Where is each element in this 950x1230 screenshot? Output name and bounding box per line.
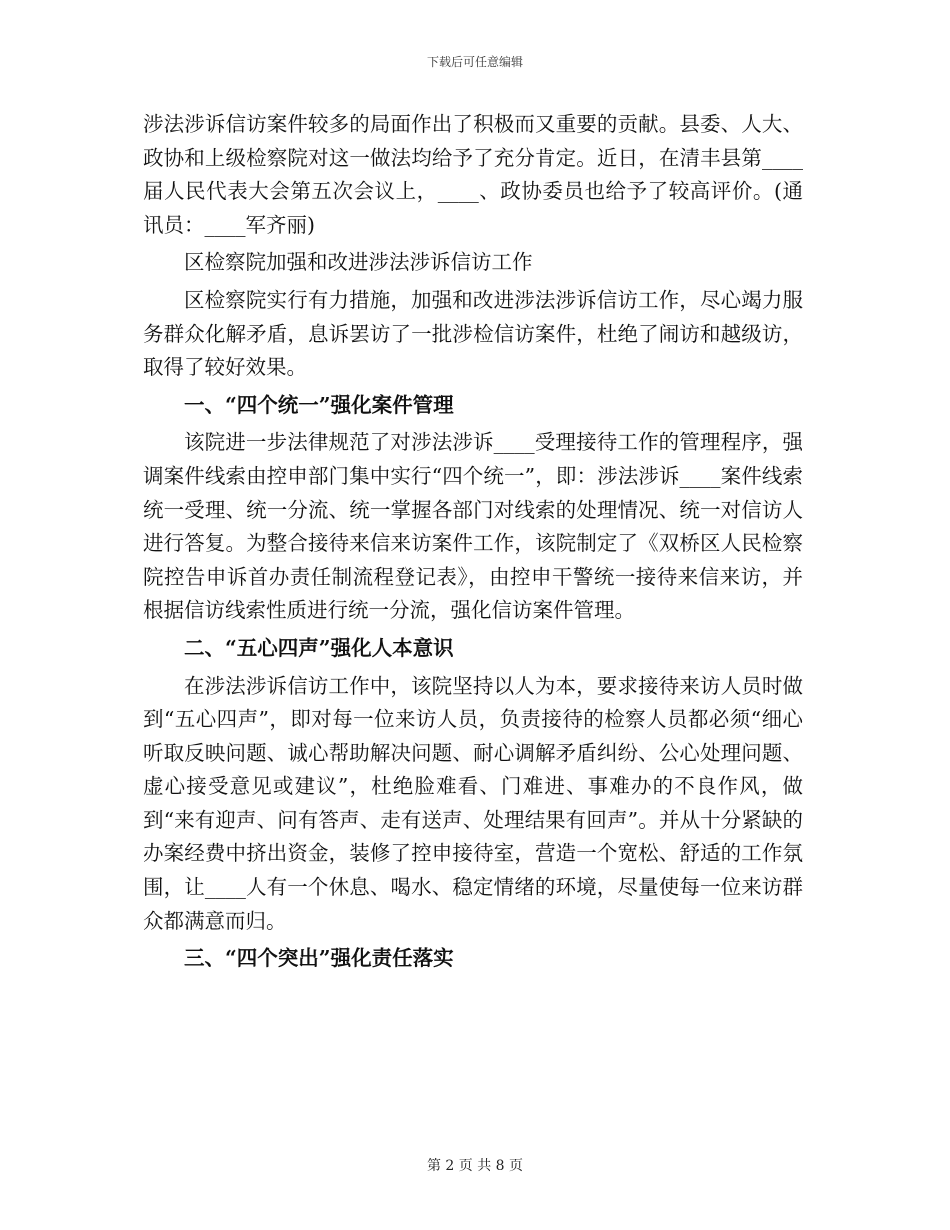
article-title: 区检察院加强和改进涉法涉诉信访工作 xyxy=(184,250,533,275)
section-heading-2: 二、“五心四声”强化人本意识 xyxy=(184,635,454,660)
paragraph-section-2: 在涉法涉诉信访工作中，该院坚持以人为本，要求接待来访人员时做到“五心四声”，即对每一位来访人员，负责接待的检察人员都必须“细心听取反映问题、诚心帮助解决问题、耐心调解矛盾纠纷、公心处理问题、虚心接受意见或建议”，杜绝脸难看、门难进、事难办的不良作风，做到“来有迎声、问有答声、走有送声、处理结果有回声”。并从十分紧缺的办案经费中挤出资金，装修了控申接待室，营造一个宽松、舒适的工作氛围，让____人有一个休息、喝水、稳定情绪的环境，尽量使每一位来访群众都满意而归。 xyxy=(143,673,803,933)
document-body xyxy=(143,108,803,980)
paragraph-continuation: 涉法涉诉信访案件较多的局面作出了积极而又重要的贡献。县委、人大、政协和上级检察院对这一做法均给予了充分肯定。近日，在清丰县第____届人民代表大会第五次会议上，____、政协委员也给予了较高评价。(通讯员：____军齐丽) xyxy=(143,112,803,237)
page-number: 第 2 页 共 8 页 xyxy=(426,1158,524,1174)
section-heading-1: 一、“四个统一”强化案件管理 xyxy=(184,392,454,417)
header-note: 下载后可任意编辑 xyxy=(426,55,523,69)
paragraph-section-1: 该院进一步法律规范了对涉法涉诉____受理接待工作的管理程序，强调案件线索由控申部门集中实行“四个统一”，即：涉法涉诉____案件线索统一受理、统一分流、统一掌握各部门对线索的处理情况、统一对信访人进行答复。为整合接待来信来访案件工作，该院制定了《双桥区人民检察院控告申诉首办责任制流程登记表》，由控申干警统一接待来信来访，并根据信访线索性质进行统一分流，强化信访案件管理。 xyxy=(143,430,803,623)
paragraph-intro: 区检察院实行有力措施，加强和改进涉法涉诉信访工作，尽心竭力服务群众化解矛盾，息诉罢访了一批涉检信访案件，杜绝了闹访和越级访，取得了较好效果。 xyxy=(143,287,803,380)
section-heading-3: 三、“四个突出”强化责任落实 xyxy=(184,946,454,971)
